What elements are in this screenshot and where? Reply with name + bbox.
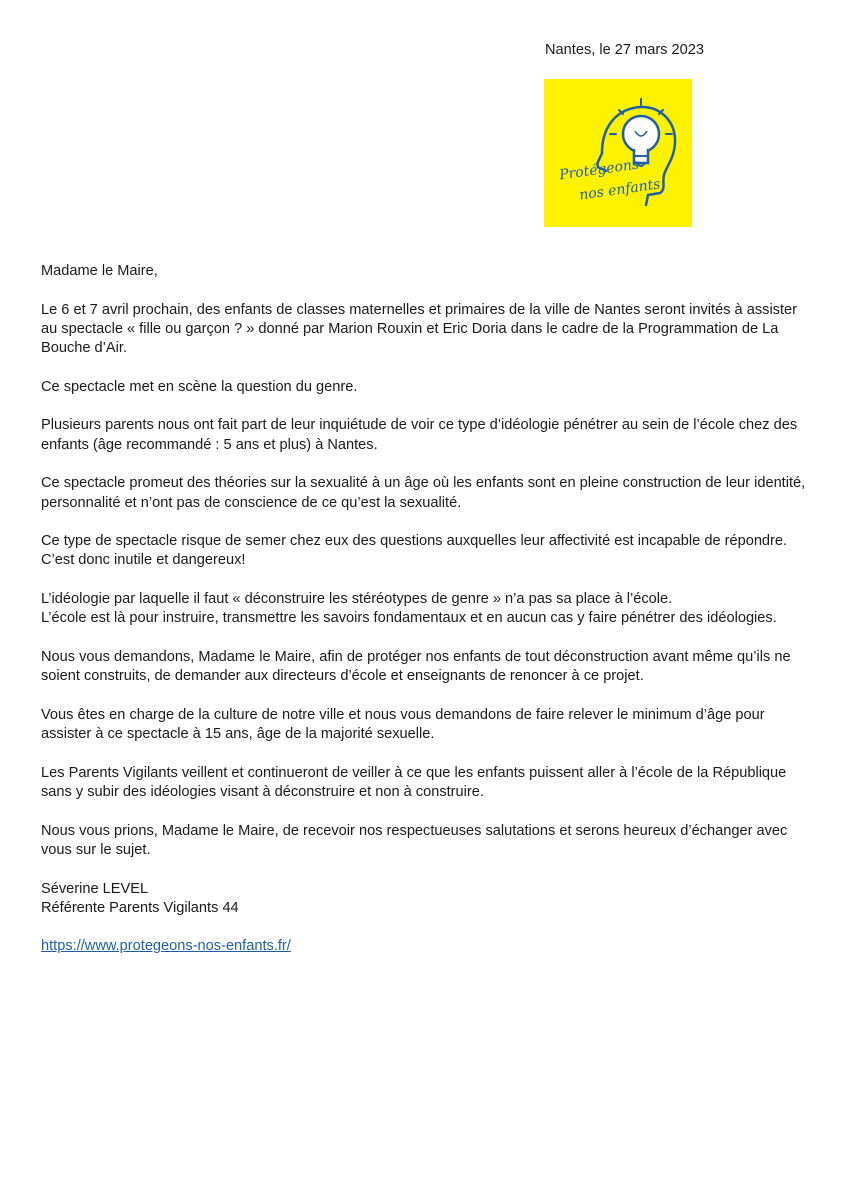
paragraph-4: Ce spectacle promeut des théories sur la sexualité à un âge où les enfants sont en pleine construction de leur identité, personnalité et n’ont pas de conscience de ce qu’est la sexualité. <box>41 475 806 511</box>
paragraph-11: Nous vous prions, Madame le Maire, de recevoir nos respectueuses salutations et serons heureux d’échanger avec vous sur le sujet. <box>41 822 788 858</box>
paragraph-5: Ce type de spectacle risque de semer chez eux des questions auxquelles leur affectivité est incapable de répondre. C’est donc inutile et dangereux! <box>41 533 788 569</box>
letter-body <box>41 262 811 976</box>
paragraph-9: Vous êtes en charge de la culture de notre ville et nous vous demandons de faire relever le minimum d’âge pour assister à ce spectacle à 15 ans, âge de la majorité sexuelle. <box>41 706 765 743</box>
lightbulb-head-icon <box>544 79 692 227</box>
paragraph-8: Nous vous demandons, Madame le Maire, afin de protéger nos enfants de tout déconstruction avant même qu’ils ne soient construits, de demander aux directeurs d’école et enseignants de renoncer à ce projet. <box>41 648 791 685</box>
paragraph-2: Ce spectacle met en scène la question du genre. <box>41 378 358 395</box>
logo-text-line1: Protégeons <box>558 156 641 184</box>
website-link[interactable]: https://www.protegeons-nos-enfants.fr/ <box>41 938 291 955</box>
protegeons-logo <box>544 79 692 227</box>
paragraph-6: L’idéologie par laquelle il faut « déconstruire les stéréotypes de genre » n’a pas sa place à l’école. <box>41 591 673 608</box>
paragraph-3: Plusieurs parents nous ont fait part de leur inquiétude de voir ce type d’idéologie pénétrer au sein de l’école chez des enfants (âge recommandé : 5 ans et plus) à Nantes. <box>41 417 798 453</box>
salutation: Madame le Maire, <box>41 263 158 279</box>
paragraph-1: Le 6 et 7 avril prochain, des enfants de classes maternelles et primaires de la ville de Nantes seront invités à assister au spectacle « fille ou garçon ? » donné par Marion Rouxin et Eric Doria dans le cadre de la Programmation de La Bouche d’Air. <box>41 301 798 357</box>
paragraph-7: L’école est là pour instruire, transmettre les savoirs fondamentaux et en aucun cas y faire pénétrer des idéologies. <box>41 610 777 627</box>
logo-text-line2: nos enfants <box>578 176 662 204</box>
paragraph-10: Les Parents Vigilants veillent et continueront de veiller à ce que les enfants puissent aller à l’école de la République sans y subir des idéologies visant à déconstruire et non à construire. <box>41 764 787 801</box>
signature-role: Référente Parents Vigilants 44 <box>41 899 239 916</box>
signature-name: Séverine LEVEL <box>41 880 149 897</box>
letter-date: Nantes, le 27 mars 2023 <box>545 42 704 58</box>
